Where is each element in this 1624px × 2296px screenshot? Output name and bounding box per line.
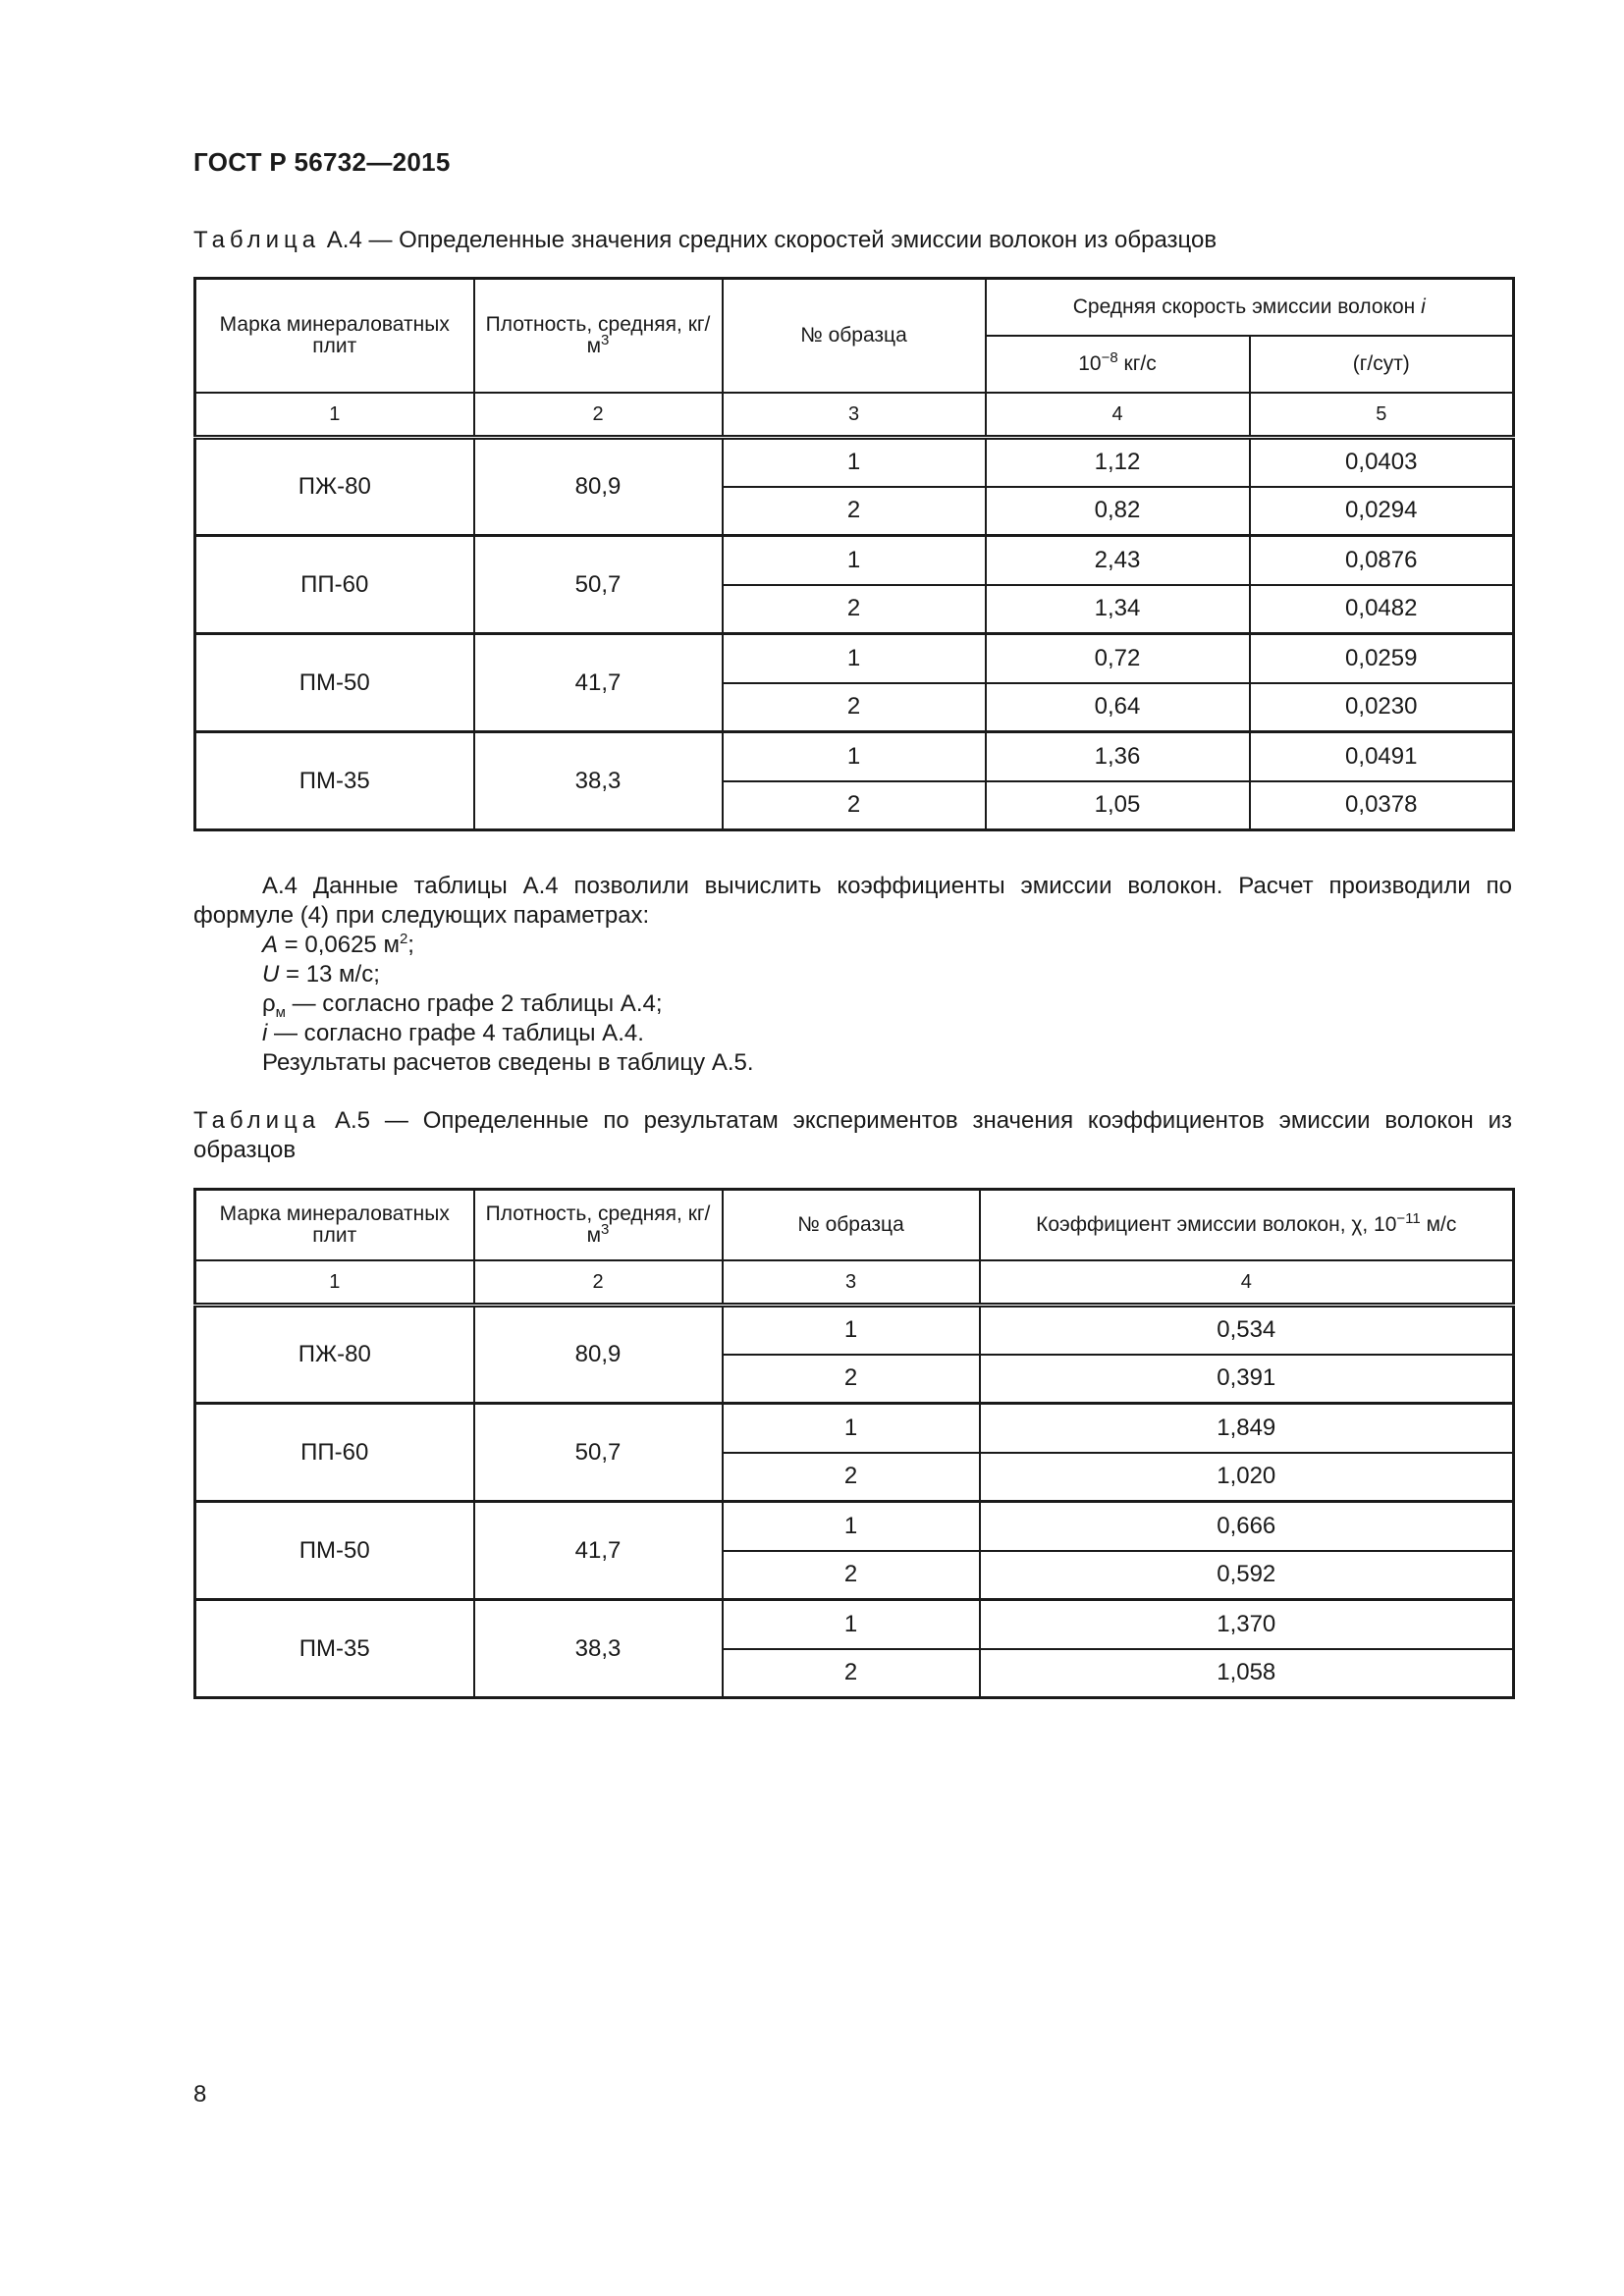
table-a5-col-number: 1 bbox=[195, 1260, 474, 1306]
table-row bbox=[195, 1306, 1514, 1355]
sample-cell: 1 bbox=[723, 634, 986, 683]
table-a5-caption bbox=[193, 1106, 1512, 1165]
sample-cell: 2 bbox=[723, 1355, 980, 1404]
rate-g-cell: 0,0230 bbox=[1250, 683, 1514, 732]
param-a-sup: 2 bbox=[399, 931, 408, 947]
table-a4-head-density bbox=[474, 279, 723, 393]
table-a4-col-number: 4 bbox=[986, 393, 1250, 438]
table-a5 bbox=[193, 1188, 1515, 1699]
table-a4-caption-text: А.4 — Определенные значения средних скоростей эмиссии волокон из образцов bbox=[326, 227, 1218, 253]
param-rho bbox=[193, 989, 1512, 1019]
sample-cell: 1 bbox=[723, 1600, 980, 1649]
param-a bbox=[193, 931, 1512, 960]
table-a5-head-brand: Марка минераловатных плит bbox=[195, 1190, 474, 1260]
rate-kg-cell: 1,12 bbox=[986, 438, 1250, 487]
sample-cell: 1 bbox=[723, 438, 986, 487]
table-a5-col-number: 3 bbox=[723, 1260, 980, 1306]
table-row bbox=[195, 732, 1514, 781]
sample-cell: 2 bbox=[723, 1453, 980, 1502]
table-row bbox=[195, 438, 1514, 487]
param-a-symbol: A bbox=[262, 932, 279, 958]
table-row bbox=[195, 634, 1514, 683]
density-cell: 41,7 bbox=[474, 1502, 723, 1600]
param-rho-sub: м bbox=[275, 1003, 286, 1021]
coefficient-cell: 0,391 bbox=[980, 1355, 1514, 1404]
coefficient-cell: 0,592 bbox=[980, 1551, 1514, 1600]
table-a5-head-coef bbox=[980, 1190, 1514, 1260]
table-a5-head-density bbox=[474, 1190, 723, 1260]
param-rho-symbol: ρ bbox=[262, 990, 276, 1017]
table-a5-head-coef-unit: м/с bbox=[1420, 1212, 1457, 1236]
paragraph-a4 bbox=[193, 872, 1512, 1078]
table-a4-column-numbers bbox=[195, 393, 1514, 438]
rate-kg-cell: 0,82 bbox=[986, 487, 1250, 536]
table-a4-head-sample: № образца bbox=[723, 279, 986, 393]
table-a4-head-density-sup: 3 bbox=[601, 331, 610, 348]
paragraph-result: Результаты расчетов сведены в таблицу А.5. bbox=[262, 1049, 754, 1076]
brand-cell: ПП-60 bbox=[195, 1404, 474, 1502]
brand-cell: ПЖ-80 bbox=[195, 438, 474, 536]
sample-cell: 1 bbox=[723, 732, 986, 781]
table-a4-caption-prefix: Таблица bbox=[193, 227, 321, 253]
param-rho-text: — согласно графе 2 таблицы А.4; bbox=[285, 990, 663, 1017]
sample-cell: 1 bbox=[723, 536, 986, 585]
paragraph-intro: А.4 Данные таблицы А.4 позволили вычислить коэффициенты эмиссии волокон. Расчет производили по формуле (4) при следующих параметрах: bbox=[193, 873, 1512, 929]
table-a4-head-brand: Марка минераловатных плит bbox=[195, 279, 474, 393]
rate-kg-cell: 2,43 bbox=[986, 536, 1250, 585]
brand-cell: ПП-60 bbox=[195, 536, 474, 634]
table-a5-head-density-sup: 3 bbox=[601, 1220, 610, 1238]
sample-cell: 1 bbox=[723, 1404, 980, 1453]
param-u bbox=[193, 960, 1512, 989]
table-a5-col-number: 4 bbox=[980, 1260, 1514, 1306]
param-a-end: ; bbox=[407, 932, 414, 958]
table-a4-head-rate-text: Средняя скорость эмиссии волокон bbox=[1072, 294, 1422, 318]
density-cell: 80,9 bbox=[474, 1306, 723, 1404]
table-a5-caption-prefix: Таблица bbox=[193, 1107, 321, 1134]
table-a4-caption bbox=[193, 226, 1512, 255]
table-a4-head-unit1 bbox=[986, 336, 1250, 393]
brand-cell: ПМ-50 bbox=[195, 1502, 474, 1600]
table-a4-col-number: 5 bbox=[1250, 393, 1514, 438]
page-number: 8 bbox=[193, 2081, 207, 2108]
table-a4-head-unit2: (г/сут) bbox=[1250, 336, 1514, 393]
sample-cell: 2 bbox=[723, 683, 986, 732]
rate-kg-cell: 0,72 bbox=[986, 634, 1250, 683]
rate-g-cell: 0,0403 bbox=[1250, 438, 1514, 487]
table-a4-col-number: 3 bbox=[723, 393, 986, 438]
brand-cell: ПМ-35 bbox=[195, 1600, 474, 1698]
brand-cell: ПЖ-80 bbox=[195, 1306, 474, 1404]
rate-kg-cell: 1,34 bbox=[986, 585, 1250, 634]
param-u-symbol: U bbox=[262, 961, 280, 988]
density-cell: 50,7 bbox=[474, 1404, 723, 1502]
table-a4-col-number: 1 bbox=[195, 393, 474, 438]
coefficient-cell: 1,020 bbox=[980, 1453, 1514, 1502]
density-cell: 41,7 bbox=[474, 634, 723, 732]
table-row bbox=[195, 1502, 1514, 1551]
density-cell: 80,9 bbox=[474, 438, 723, 536]
brand-cell: ПМ-50 bbox=[195, 634, 474, 732]
param-a-value: = 0,0625 м bbox=[278, 932, 400, 958]
table-row bbox=[195, 536, 1514, 585]
rate-g-cell: 0,0259 bbox=[1250, 634, 1514, 683]
table-a4-head-rate bbox=[986, 279, 1514, 336]
sample-cell: 2 bbox=[723, 1551, 980, 1600]
density-cell: 38,3 bbox=[474, 732, 723, 830]
table-a4-head-unit1-exp: −8 bbox=[1101, 348, 1118, 366]
table-a5-head-coef-exp: −11 bbox=[1396, 1209, 1421, 1227]
rate-g-cell: 0,0491 bbox=[1250, 732, 1514, 781]
table-a4-head-density-text: Плотность, средняя, кг/м bbox=[485, 312, 711, 357]
coefficient-cell: 0,666 bbox=[980, 1502, 1514, 1551]
table-a5-caption-text: А.5 — Определенные по результатам экспериментов значения коэффициентов эмиссии волокон из образцов bbox=[193, 1107, 1512, 1163]
density-cell: 50,7 bbox=[474, 536, 723, 634]
table-a4-header-row bbox=[195, 279, 1514, 336]
rate-kg-cell: 1,05 bbox=[986, 781, 1250, 830]
rate-g-cell: 0,0294 bbox=[1250, 487, 1514, 536]
brand-cell: ПМ-35 bbox=[195, 732, 474, 830]
table-a4-head-rate-symbol: i bbox=[1421, 294, 1426, 318]
sample-cell: 2 bbox=[723, 487, 986, 536]
coefficient-cell: 0,534 bbox=[980, 1306, 1514, 1355]
table-a5-head-coef-text: Коэффициент эмиссии волокон, χ, 10 bbox=[1036, 1212, 1397, 1236]
table-a5-col-number: 2 bbox=[474, 1260, 723, 1306]
param-i bbox=[193, 1019, 1512, 1048]
coefficient-cell: 1,058 bbox=[980, 1649, 1514, 1698]
table-a5-head-density-text: Плотность, средняя, кг/м bbox=[485, 1201, 711, 1247]
rate-g-cell: 0,0378 bbox=[1250, 781, 1514, 830]
param-u-value: = 13 м/с; bbox=[279, 961, 380, 988]
coefficient-cell: 1,849 bbox=[980, 1404, 1514, 1453]
table-row bbox=[195, 1404, 1514, 1453]
sample-cell: 1 bbox=[723, 1502, 980, 1551]
table-a4-head-unit1-base: 10 bbox=[1078, 351, 1102, 375]
sample-cell: 2 bbox=[723, 585, 986, 634]
rate-kg-cell: 0,64 bbox=[986, 683, 1250, 732]
density-cell: 38,3 bbox=[474, 1600, 723, 1698]
rate-kg-cell: 1,36 bbox=[986, 732, 1250, 781]
rate-g-cell: 0,0876 bbox=[1250, 536, 1514, 585]
document-id: ГОСТ Р 56732—2015 bbox=[193, 147, 451, 177]
sample-cell: 2 bbox=[723, 781, 986, 830]
table-a4 bbox=[193, 277, 1515, 831]
table-a5-column-numbers bbox=[195, 1260, 1514, 1306]
rate-g-cell: 0,0482 bbox=[1250, 585, 1514, 634]
sample-cell: 1 bbox=[723, 1306, 980, 1355]
sample-cell: 2 bbox=[723, 1649, 980, 1698]
table-a5-header-row bbox=[195, 1190, 1514, 1260]
param-i-symbol: i bbox=[262, 1020, 268, 1046]
table-row bbox=[195, 1600, 1514, 1649]
param-i-text: — согласно графе 4 таблицы А.4. bbox=[267, 1020, 644, 1046]
table-a5-head-sample: № образца bbox=[723, 1190, 980, 1260]
coefficient-cell: 1,370 bbox=[980, 1600, 1514, 1649]
table-a4-col-number: 2 bbox=[474, 393, 723, 438]
table-a4-head-unit1-rest: кг/с bbox=[1117, 351, 1157, 375]
